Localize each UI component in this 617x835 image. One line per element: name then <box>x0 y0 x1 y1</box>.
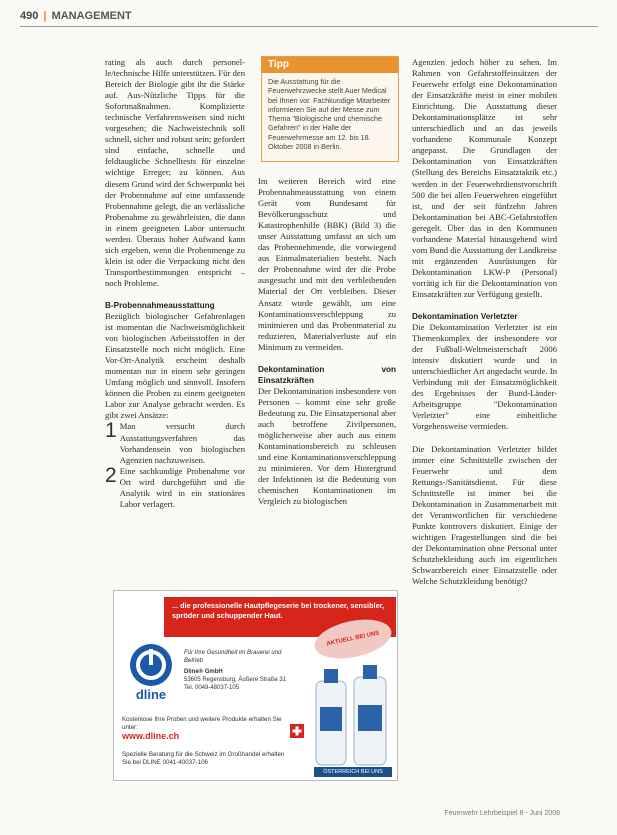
header-separator: | <box>43 10 47 22</box>
ad-address-block <box>184 649 299 692</box>
column-3 <box>412 57 557 587</box>
tip-title: Tipp <box>262 57 398 73</box>
numeral-1: 1 <box>105 419 117 443</box>
ad-banner: ... die professionelle Hautpflegeserie bei trockener, sensibler, spröder und schuppender Haut. <box>164 597 396 637</box>
numbered-item-1 <box>105 421 245 465</box>
ad-cta-swiss: Spezielle Beratung für die Schweiz im Großhandel erhalten Sie bei DLINE 0041-40037-106 <box>122 751 285 766</box>
header-rule <box>20 26 598 27</box>
running-header <box>20 10 600 26</box>
col1-subheading: B-Probennahmeausstattung <box>105 300 215 310</box>
ad-address: 53605 Regensburg, Äußere Straße 31 <box>184 677 287 683</box>
section-title: MANAGEMENT <box>51 10 132 22</box>
swiss-flag-icon <box>290 724 304 738</box>
ad-cta <box>122 716 292 740</box>
col1-paragraph-2: Bezüglich biologischer Gefahrenlagen ist momentan die Nachweismöglichkeit von biologischen Arbeitsstoffen in der Einsatzstelle noch nicht möglich. Eine Vor-Ort-Analytik erscheint deshalb momentan nur in einem sehr geringen Umfang möglich und sinnvoll. Insofern können die Proben zu einem geeigneten Labor zur Analyse gebracht werden. Es gibt zwei Ansätze: <box>105 310 245 421</box>
column-2 <box>258 176 396 507</box>
col3-paragraph-2: Die Dekontamination Verletzter ist ein Themenkomplex der insbesondere vor der Fußball-Weltmeisterschaft 2006 intensiv diskutiert wurde und in unterschiedlicher Art angedacht wurde. In Verbindung mit der Einsatzmöglichkeit des Ergebnisses der Bund-Länder-Arbeitsgruppe "Dekontamination Verletzter" eine einheitliche Vorgehensweise vermieden. <box>412 322 557 432</box>
page-footer: Feuerwehr Lehrbeispiel 8 - Juni 2008 <box>444 810 560 817</box>
col1-paragraph-1: rating als auch durch personel-le/technische Hilfe unterstützen. Für den Bereich der Biologie gibt ihr die Stärke auf. Aus-Nützliche Tipps für die Sofortmaßnahmen. Komplizierte technische Verfahrensweisen sind nicht vorgesehen; die Nachweistechnik soll schnell, sicher und robust sein; gefordert sind einfache, schnelle und feldtaugliche Schnelltests für einzelne wichtige Erreger; zu können. Aus diesem Grund wird der Schwerpunkt bei der Probennahme auf eine umfassende Probennahme gelegt, die an verlässliche Probenahme zu gewährleisten, die dann in einem geeigneten Labor untersucht werden. Überaus hoher Aufwand kann sich ergeben, wenn die Probenmenge zu klein ist oder die Verpackung nicht den Transportbestimmungen entspricht – noch Probleme. <box>105 57 245 288</box>
numbered-item-2 <box>105 463 245 510</box>
advertisement[interactable] <box>113 590 398 781</box>
tip-box <box>261 56 399 162</box>
product-bottles-image <box>310 651 392 769</box>
ad-tagline: Für Ihre Gesundheit im Brauerei und Betrieb <box>184 650 282 664</box>
col2-paragraph-1: Im weiteren Bereich wird eine Probennahmeausstattung von einem Gerät vom Bundesamt für Bevölkerungsschutz und Katastrophenhilfe (BBK) (Bild 3) die unser Ausstattung umfasst an sich um das Probennehmende, die vorwiegend aus Einmalmaterialien besteht. Nach der Probennahme wird der die Probe ausgesucht und mit den verbleibenden Material der Ort verbleiben. Dieser Ansatz wurde gewählt, um eine Kontaminationsverschleppung zu minimieren und das Probenmaterial zu reduzieren, Materialverluste auf ein Minimum zu vermeiden. <box>258 176 396 352</box>
col3-paragraph-1: Agenzien jedoch höher zu sehen. Im Rahmen von Gefahrstoffeinsätzen der Feuerwehr erfolgt eine Dekontamination der Einsatzkräfte meist in einer mobilen Einrichtung. Die Ausstattung dieser Dekontaminationsplätze ist sehr unterschiedlich und an das jeweils vorhandene Kommunale Konzept angepasst. Die Grundlagen der Dekontamination von Einsatzkräften (Stellung des Bereichs Einsatztaktik etc.) werden in der Feuerwehrdienstvorschrift 500 die bei allen Feuerwehren eingeführt ist, und der seit fünfzehn Jahren Dekontamination bei ABC-Gefahrstoffen geregelt. Über das in den Kommunen vorhandene Material hinausgehend wird vom Bund die Ausstattung der Landkreise mit ergänzenden Ausrüstungen für Dekontamination LKW-P (Personal) vorrätig ich für die Dekontamination von Einsatzkräften zur Verfügung gestellt. <box>412 57 557 299</box>
ad-bottom-strip: ÖSTERREICH BEI UNS <box>314 767 392 777</box>
numbered-item-2-text: Eine sachkundige Probenahme vor Ort wird durchgeführt und die Analytik wird in ein stationäres Labor verlagert. <box>119 465 245 509</box>
ad-cta-text: Kostenlose Ihre Proben und weitere Produkte erhalten Sie unter: <box>122 716 282 731</box>
ad-company: Dline® GmbH <box>184 669 223 675</box>
numbered-item-1-text: Man versucht durch Ausstattungsverfahren das Vorhandensein von biologischen Agenzien nachzuweisen. <box>119 421 245 465</box>
numeral-2: 2 <box>105 463 117 487</box>
ad-phone: Tel. 0049-48037-105 <box>184 685 240 691</box>
col2-paragraph-2: Der Dekontamination insbesondere von Personen – kommt eine sehr große Bedeutung zu. Die Einsatzpersonal aber auch betroffene Zivilpersonen, möglicherweise aber auch aus einem Kontaminationsbereich zu schleusen und eine Kontaminationsverschleppung zu minimieren. Vor dem Hintergrund der Infektionen ist die Bedeutung von chemischen Kontaminationen im Vergleich zu biologischen <box>258 385 396 507</box>
tip-body: Die Ausstattung für die Feuerwehrzwecke stellt Auer Medical bei Ihnen vor. Fachkundige Mitarbeiter informieren Sie auf der Messe zum Thema "Biologische und chemische Gefahren" in der Halle der Feuerwehrmesse am 12. bis 18. Oktober 2008 in Berlin. <box>268 77 391 152</box>
col2-subheading: Dekontamination von Einsatzkräften <box>258 364 396 385</box>
logo-text: dline <box>135 687 167 702</box>
col3-paragraph-3: Die Dekontamination Verletzter bildet immer eine Schnittstelle zwischen der Feuerwehr und dem Rettungs-/Sanitätsdienst. Für diese Schnittstelle ist immer bei die Dekontamination in Zusammenarbeit mit der Verantwortlichen für verschiedene Punkte kontrovers diskutiert. Einige der wichtigen Fragestellungen sind die bei der Dekontamination ohne Personal unter Schutzbekleidung auch im eigentlichen Schwarzbereich einer Einsatzstelle oder Welche Schutzkleidung benötigt? <box>412 443 557 587</box>
ad-badge: AKTUELL BEI UNS <box>311 613 395 664</box>
ad-website-link[interactable]: www.dline.ch <box>122 731 180 741</box>
column-1 <box>105 57 245 510</box>
col3-subheading: Dekontamination Verletzter <box>412 312 518 322</box>
page-number: 490 <box>20 10 39 22</box>
dline-logo <box>122 641 180 705</box>
